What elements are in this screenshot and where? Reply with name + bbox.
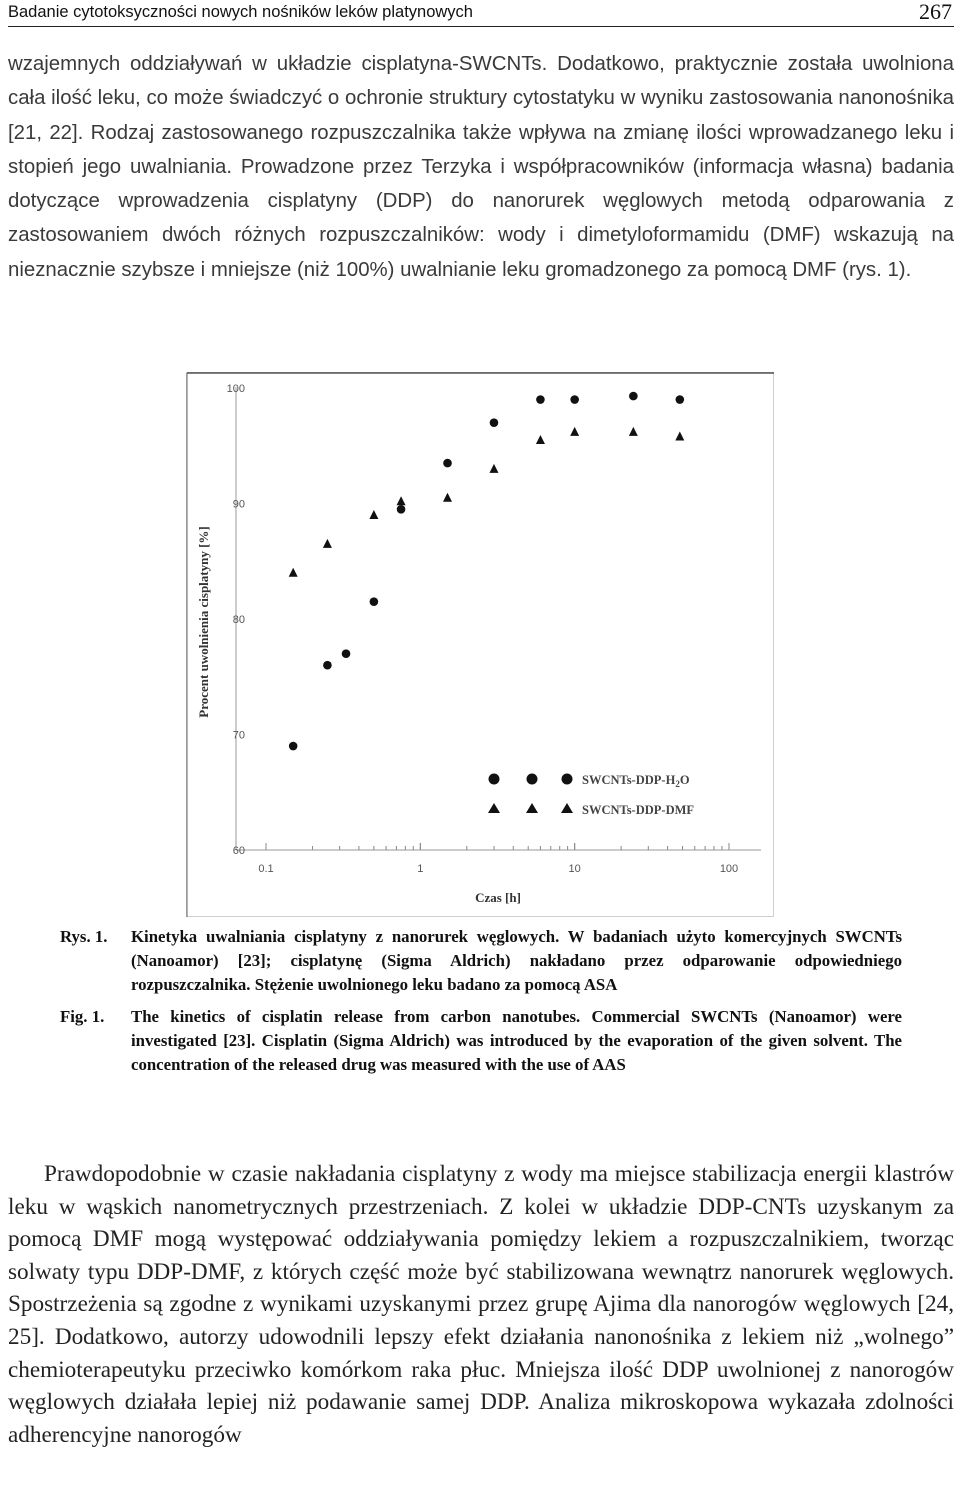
h2o-data-point (490, 418, 499, 427)
y-tick-label: 60 (232, 845, 245, 857)
h2o-data-point (342, 649, 351, 658)
page-number: 267 (919, 0, 952, 24)
h2o-data-point (323, 661, 332, 670)
caption-polish-label: Rys. 1. (60, 927, 108, 946)
chart-frame (187, 373, 774, 917)
h2o-data-point (397, 505, 406, 514)
h2o-data-point (570, 395, 579, 404)
legend-h2o-marker-1 (489, 774, 500, 785)
h2o-data-point (289, 742, 298, 751)
legend-dmf-label: SWCNTs-DDP-DMF (582, 803, 695, 817)
h2o-data-point (536, 395, 545, 404)
figure-1-chart (186, 372, 774, 917)
y-tick-label: 90 (232, 498, 245, 511)
running-header-title: Badanie cytotoksyczności nowych nośników leków platynowych (8, 3, 473, 21)
x-tick-label: 100 (719, 863, 739, 875)
x-tick-label: 1 (417, 863, 424, 875)
legend-h2o-label: SWCNTs-$DDP-H_2O$ (582, 773, 690, 789)
h2o-data-point (370, 597, 379, 606)
x-tick-label: 10 (568, 863, 581, 875)
legend-h2o-marker-3 (562, 774, 573, 785)
h2o-data-point (629, 392, 638, 401)
y-tick-label: 70 (232, 729, 245, 742)
caption-polish-text: Kinetyka uwalniania cisplatyny z nanorurek węglowych. W badaniach użyto komercyjnych SWCNTs (Nanoamor) [23]; cisplatynę (Sigma Aldrich) nakładano przez odparowanie odpowiedniego rozpuszczalnika. Stężenie uwolnionego leku badano za pomocą ASA (131, 927, 902, 994)
figure-captions (60, 925, 902, 1077)
release-kinetics-chart (186, 372, 774, 917)
caption-english-label: Fig. 1. (60, 1007, 105, 1026)
body-paragraph-2: Prawdopodobnie w czasie nakładania cisplatyny z wody ma miejsce stabilizacja energii klastrów leku w wąskich nanometrycznych przestrzeniach. Z kolei w układzie DDP-CNTs uzyskanym za pomocą DMF mogą występować oddziaływania pomiędzy lekiem a rozpuszczalnikiem, tworząc solwaty typu DDP-DMF, z których część może być stabilizowana wewnątrz nanorurek węglowych. Spostrzeżenia są zgodne z wynikami uzyskanymi przez grupę Ajima dla nanorogów węglowych [24, 25]. Dodatkowo, autorzy udowodnili lepszy efekt działania nanonośnika z lekiem niż „wolnego” chemioterapeutyku przeciwko komórkom raka płuc. Mniejsza ilość DDP uwolnionej z nanorogów węglowych działała lepiej niż podawanie samej DDP. Analiza mikroskopowa wykazała zdolności adherencyjne nanorogów (8, 1161, 954, 1448)
caption-polish (60, 925, 902, 997)
caption-english (60, 1005, 902, 1077)
legend-h2o-marker-2 (527, 774, 538, 785)
h2o-data-point (443, 459, 452, 468)
body-paragraph-1: wzajemnych oddziaływań w układzie cisplatyna-SWCNTs. Dodatkowo, praktycznie została uwolniona cała ilość leku, co może świadczyć o ochronie struktury cytostatyku w wyniku zastosowania nanonośnika [21, 22]. Rodzaj zastosowanego rozpuszczalnika także wpływa na zmianę ilości wprowadzanego leku i stopień jego uwalniania. Prowadzone przez Terzyka i współpracowników (informacja własna) badania dotyczące wprowadzenia cisplatyny (DDP) do nanorurek węglowych metodą odparowania z zastosowaniem dwóch różnych rozpuszczalników: wody i dimetyloformamidu (DMF) wskazują na nieznacznie szybsze i mniejsze (niż 100%) uwalnianie leku gromadzonego za pomocą DMF (rys. 1). (8, 53, 954, 281)
y-tick-label: 100 (226, 383, 245, 395)
x-tick-label: 0.1 (258, 863, 274, 875)
y-tick-label: 80 (232, 614, 245, 626)
running-header (8, 0, 954, 27)
y-axis-label: Procent uwolnienia cisplatyny [%] (196, 526, 211, 718)
caption-english-text: The kinetics of cisplatin release from carbon nanotubes. Commercial SWCNTs (Nanoamor) were investigated [23]. Cisplatin (Sigma Aldrich) was introduced by the evaporation of the given solvent. The concentration of the released drug was measured with the use of AAS (131, 1007, 902, 1074)
h2o-data-point (676, 395, 685, 404)
x-axis-label: Czas [h] (475, 890, 521, 905)
